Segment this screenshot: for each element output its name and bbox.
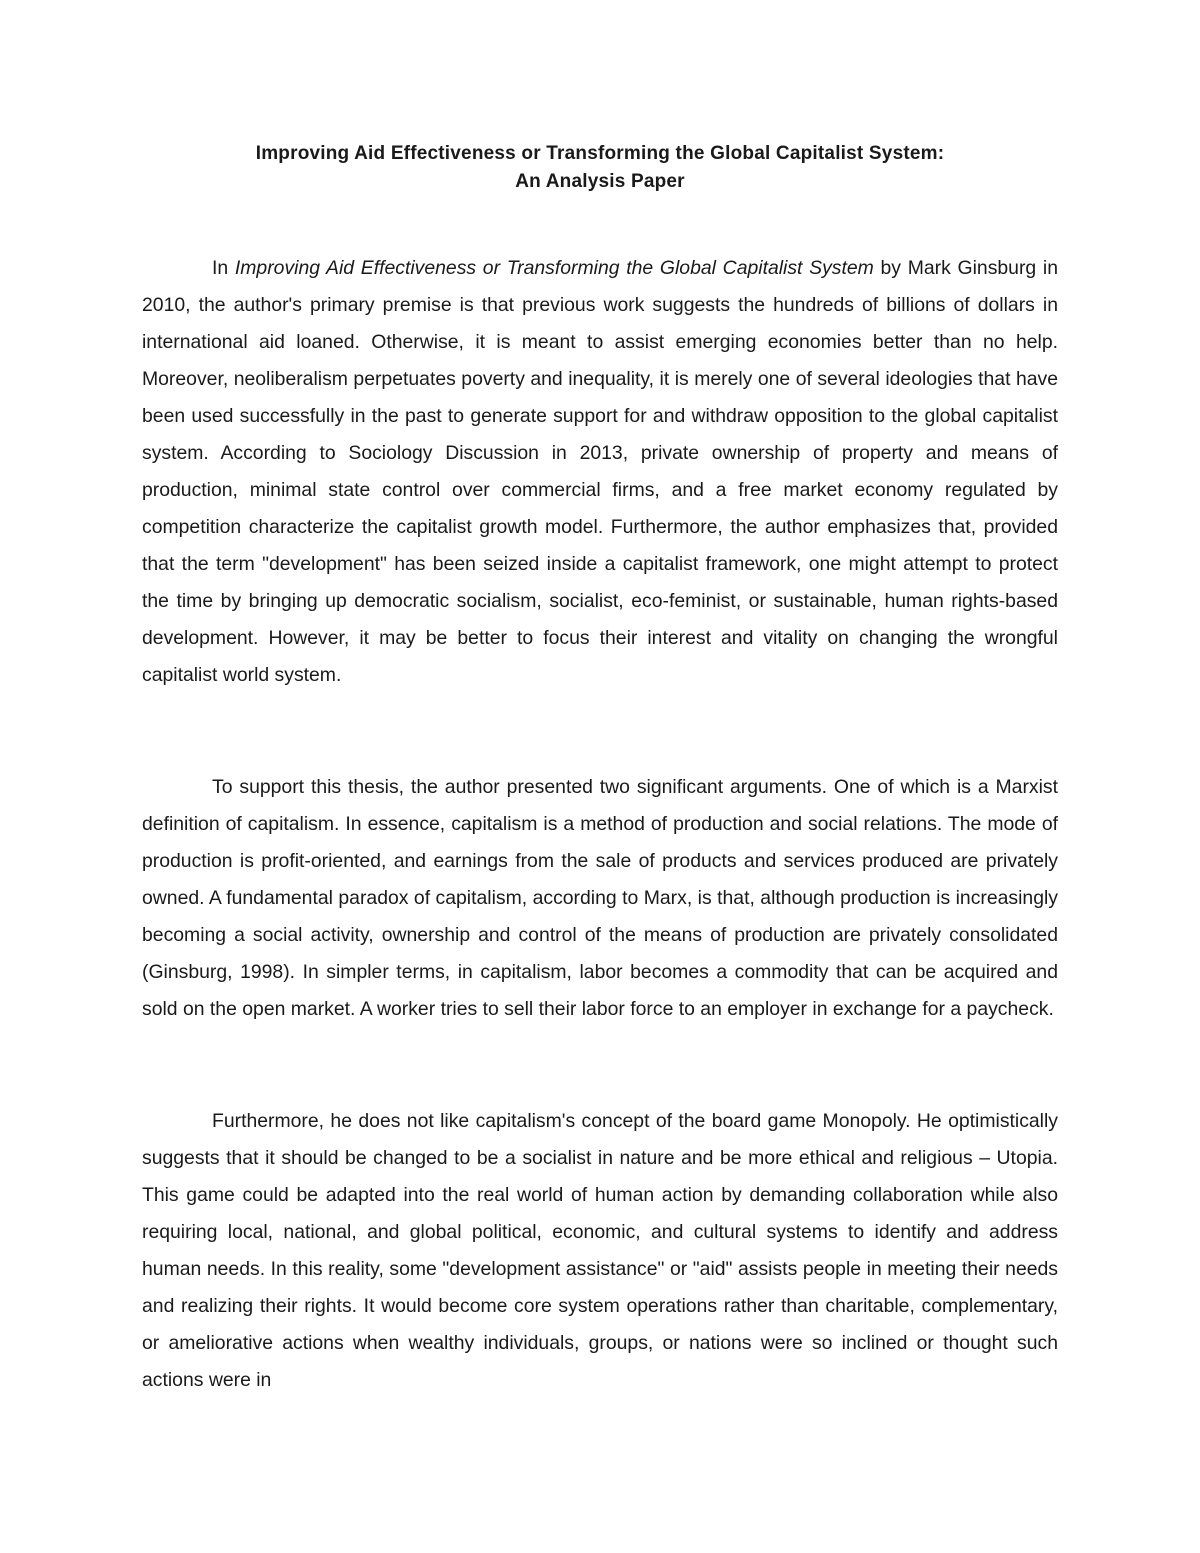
paragraph-3: Furthermore, he does not like capitalism's concept of the board game Monopoly. He optimistically suggests that it should be changed to be a socialist in nature and be more ethical and religious – Utopia. This game could be adapted into the real world of human action by demanding collaboration while also requiring local, national, and global political, economic, and cultural systems to identify and address human needs. In this reality, some "development assistance" or "aid" assists people in meeting their needs and realizing their rights. It would become core system operations rather than charitable, complementary, or ameliorative actions when wealthy individuals, groups, or nations were so inclined or thought such actions were in: [142, 1110, 1058, 1391]
paragraph-2: To support this thesis, the author presented two significant arguments. One of which is a Marxist definition of capitalism. In essence, capitalism is a method of production and social relations. The mode of production is profit-oriented, and earnings from the sale of products and services produced are privately owned. A fundamental paradox of capitalism, according to Marx, is that, although production is increasingly becoming a social activity, ownership and control of the means of production are privately consolidated (Ginsburg, 1998). In simpler terms, in capitalism, labor becomes a commodity that can be acquired and sold on the open market. A worker tries to sell their labor force to an employer in exchange for a paycheck.: [142, 776, 1058, 1020]
title-line-1: Improving Aid Effectiveness or Transforming the Global Capitalist System:: [255, 143, 945, 164]
cited-work-title: Improving Aid Effectiveness or Transforming the Global Capitalist System: [234, 257, 874, 279]
paragraph-1-body: by Mark Ginsburg in 2010, the author's primary premise is that previous work suggests the hundreds of billions of dollars in international aid loaned. Otherwise, it is meant to assist emerging economies better than no help. Moreover, neoliberalism perpetuates poverty and inequality, it is merely one of several ideologies that have been used successfully in the past to generate support for and withdraw opposition to the global capitalist system. According to Sociology Discussion in 2013, private ownership of property and means of production, minimal state control over commercial firms, and a free market economy regulated by competition characterize the capitalist growth model. Furthermore, the author emphasizes that, provided that the term "development" has been seized inside a capitalist framework, one might attempt to protect the time by bringing up democratic socialism, socialist, eco-feminist, or sustainable, human rights-based development. However, it may be better to focus their interest and vitality on changing the wrongful capitalist world system.: [142, 257, 1059, 686]
title-line-2: An Analysis Paper: [515, 171, 685, 192]
paragraph-1: [142, 250, 1058, 694]
paragraph-1-lead: In: [212, 257, 235, 279]
paper-title: [142, 140, 1058, 196]
